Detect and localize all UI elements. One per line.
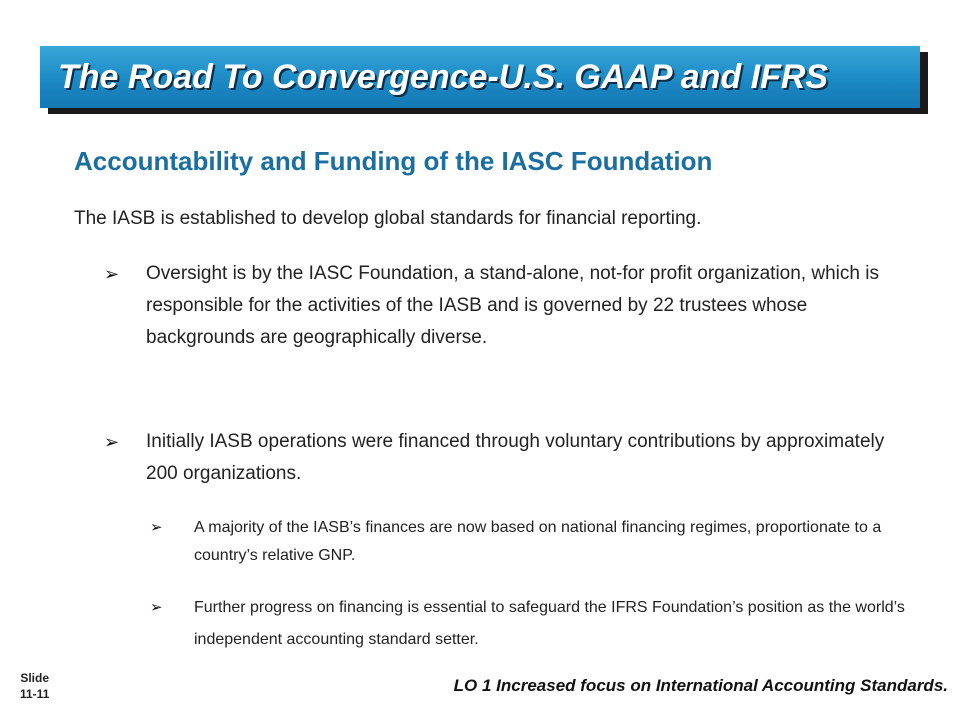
slide-number-value: 11-11 [20,687,50,701]
slide-label: Slide [20,671,50,685]
arrow-bullet-icon: ➢ [150,599,163,616]
section-heading: Accountability and Funding of the IASC Foundation [74,146,713,176]
bullet-funding [104,426,904,490]
slide-number [20,670,49,702]
intro-text: The IASB is established to develop global standards for financial reporting. [74,208,702,229]
bullet-text: Initially IASB operations were financed through voluntary contributions by approximately 200 organizations. [146,431,885,484]
title-bar [40,46,920,108]
learning-objective: LO 1 Increased focus on International Accounting Standards. [453,676,948,695]
sub-bullet-text: Further progress on financing is essential to safeguard the IFRS Foundation’s position as the world’s independent accounting standard setter. [194,599,905,648]
arrow-bullet-icon: ➢ [104,264,120,284]
sub-bullet-progress [150,592,940,656]
slide-title: The Road To Convergence-U.S. GAAP and IFRS [58,57,829,96]
bullet-oversight [104,258,904,354]
arrow-bullet-icon: ➢ [104,432,120,452]
sub-bullet-text: A majority of the IASB’s finances are now based on national financing regimes, proportionate to a country’s relative GNP. [194,519,882,564]
arrow-bullet-icon: ➢ [150,519,163,536]
sub-bullet-finances [150,514,910,570]
bullet-text: Oversight is by the IASC Foundation, a stand-alone, not-for profit organization, which is responsible for the activities of the IASB and is governed by 22 trustees whose backgrounds are geographically diverse. [146,263,879,348]
